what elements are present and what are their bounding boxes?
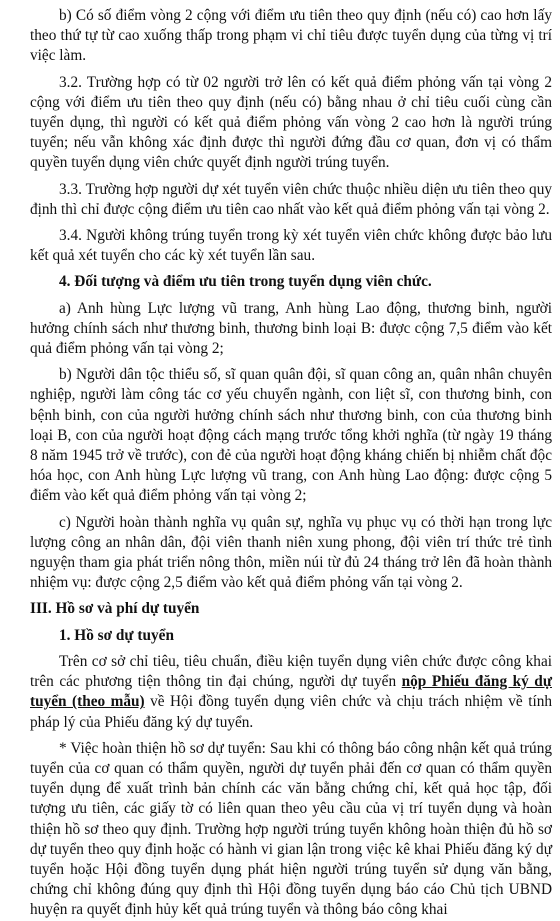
paragraph-b-ethnic-minorities: b) Người dân tộc thiểu số, sĩ quan quân đội, sĩ quan công an, quân nhân chuyên nghiệp, người làm công tác cơ yếu chuyển ngành, con liệt sĩ, con thương binh, con bệnh binh, con của người hưởng chính sách như thương binh, con của thương binh loại B, con của người hoạt động cách mạng trước tổng khởi nghĩa (từ ngày 19 tháng 8 năm 1945 trở về trước), con đẻ của người hoạt động kháng chiến bị nhiễm chất độc hóa học, con Anh hùng Lực lượng vũ trang, con Anh hùng Lao động: được cộng 5 điểm vào kết quả điểm phỏng vấn tại vòng 2; — [30, 366, 552, 505]
paragraph-a-heroes: a) Anh hùng Lực lượng vũ trang, Anh hùng Lao động, thương binh, người hưởng chính sách như thương binh, thương binh loại B: được cộng 7,5 điểm vào kết quả điểm phỏng vấn tại vòng 2; — [30, 299, 552, 358]
paragraph-3-3-multiple-priority: 3.3. Trường hợp người dự xét tuyển viên chức thuộc nhiều diện ưu tiên theo quy định thì chỉ được cộng điểm ưu tiên cao nhất vào kết quả điểm phỏng vấn tại vòng 2. — [30, 180, 552, 218]
paragraph-3-2-tie-break: 3.2. Trường hợp có từ 02 người trở lên có kết quả điểm phỏng vấn tại vòng 2 cộng với điểm ưu tiên theo quy định (nếu có) bằng nhau ở chỉ tiêu cuối cùng cần tuyển dụng, thì người có kết quả điểm phỏng vấn vòng 2 cao hơn là người trúng tuyển; nếu vẫn không xác định được thì người đứng đầu cơ quan, đơn vị có thẩm quyền tuyển dụng viên chức quyết định người trúng tuyển. — [30, 73, 552, 172]
paragraph-completing-dossier: * Việc hoàn thiện hồ sơ dự tuyển: Sau khi có thông báo công nhận kết quả trúng tuyển của cơ quan có thẩm quyền, người dự tuyển phải đến cơ quan có thẩm quyền tuyển dụng để xuất trình bản chính các văn bằng chứng chỉ, kết quả học tập, đối tượng ưu tiên, các giấy tờ có liên quan theo yêu cầu của vị trí tuyển dụng và hoàn thiện hồ sơ theo quy định. Trường hợp người trúng tuyển không hoàn thiện đủ hồ sơ dự tuyển theo quy định hoặc có hành vi gian lận trong việc kê khai Phiếu đăng ký dự tuyển hoặc Hội đồng tuyển dụng phát hiện người trúng tuyển sử dụng văn bằng, chứng chỉ không đúng quy định thì Hội đồng tuyển dụng báo cáo Chủ tịch UBND huyện ra quyết định hủy kết quả trúng tuyển và thông báo công khai — [30, 739, 552, 919]
application-text-start: Trên cơ sở chỉ tiêu, tiêu chuẩn, điều kiện tuyển dụng viên chức được công khai trên các phương tiện thông tin đại chúng, người dự tuyển — [30, 652, 552, 691]
application-text-end: về Hội đồng tuyển dụng viên chức và chịu trách nhiệm về tính pháp lý của Phiếu đăng ký dự tuyển. — [30, 693, 552, 731]
section-heading-iii-documents: III. Hồ sơ và phí dự tuyển — [30, 600, 200, 618]
application-form-highlight: nộp Phiếu đăng ký dự tuyển (theo mẫu) — [30, 673, 552, 711]
section-heading-4-priority: 4. Đối tượng và điểm ưu tiên trong tuyển dụng viên chức. — [59, 273, 432, 291]
paragraph-3-4-no-reservation: 3.4. Người không trúng tuyển trong kỳ xét tuyển viên chức không được bảo lưu kết quả xét tuyển cho các kỳ xét tuyển lần sau. — [30, 227, 552, 265]
subsection-heading-1-application: 1. Hồ sơ dự tuyển — [59, 626, 174, 644]
paragraph-c-military-service: c) Người hoàn thành nghĩa vụ quân sự, nghĩa vụ phục vụ có thời hạn trong lực lượng công an nhân dân, đội viên thanh niên xung phong, đội viên trí thức trẻ tình nguyện tham gia phát triển nông thôn, miền núi từ đủ 24 tháng trở lên đã hoàn thành nhiệm vụ: được cộng 2,5 điểm vào kết quả điểm phỏng vấn tại vòng 2. — [30, 513, 552, 592]
paragraph-b-score-ranking: b) Có số điểm vòng 2 cộng với điểm ưu tiên theo quy định (nếu có) cao hơn lấy theo thứ tự từ cao xuống thấp trong phạm vi chỉ tiêu được tuyển dụng của từng vị trí việc làm. — [30, 7, 552, 65]
paragraph-application-submission — [30, 652, 552, 733]
